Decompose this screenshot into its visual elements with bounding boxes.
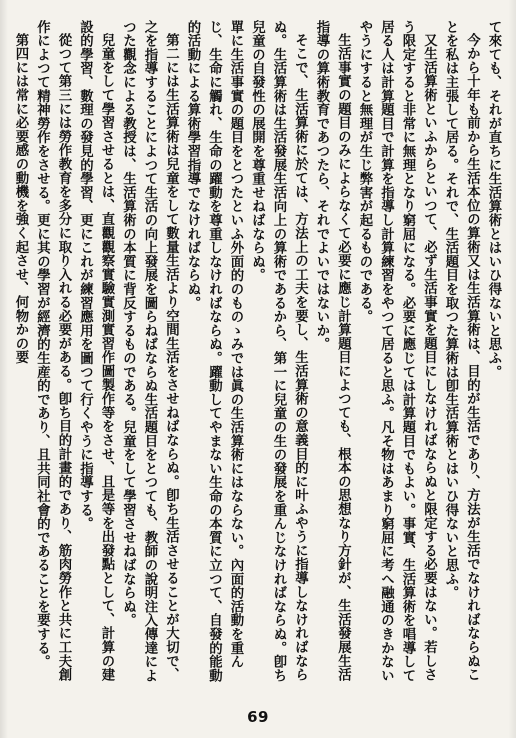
paragraph-9: 從つて第三には勞作教育を多分に取り入れる必要がある。卽ち目的計畫的であり、筋肉勞作と共に工夫創作によつて精神勞作をさせる。更に其の學習が經濟的生産的であり、且共同社會的であることを要する。 [34,20,72,682]
vertical-text-body [10,20,504,695]
paragraph-1: て來ても、それが直ちに生活算術とはいひ得ないと思ふ。 [486,20,502,379]
paragraph-5: そこで、生活算術に於ては、方法上の工夫を要し、生活算術の意義目的に叶ふやうに指導しなければならぬ。生活算術は生活發展生活向上の算術であるから、第一に兒童の生の發展を重んじなければならぬ。卽ち兒童の自發性の展開を尊重せねばならぬ。 [249,20,309,683]
paragraph-3: 又生活算術といふからといつて、必ず生活事實を題目にしなければならぬと限定する必要はない。若しさう限定すると非常に無理となり窮屈になる。必要に應じては計算題目でもよい。事實、生活算術を唱導して居る人は計算題目で計算を指導し計算練習をやつて居ると思ふ。凡そ物はあまり窮屈に考へ融通のきかないやうにすると無理が生じ弊害が起るものである。 [357,20,438,683]
paragraph-10: 第四には常に必要感の動機を強く起させ、何物かの要 [13,33,29,365]
paragraph-2: 今から十年も前から生活本位の算術又は生活算術は、目的が生活であり、方法が生活でなければならぬことを私は主張して居る。それで、生活題目を取つた算術は卽生活算術とはいひ得ないと思ふ。 [443,20,481,682]
page-number: 69 [247,708,269,726]
page-edge-shadow [508,0,516,738]
paragraph-8: 兒童をして學習させるとは、直觀觀察實驗實測實習作圖製作等をさせ、且是等を出發點として、計算の建設的學習、數理の發見的學習、更にこれが練習應用を圖つて行くやうに指導する。 [77,20,115,682]
paragraph-6: 單に生活事實の題目をとつたといふ外面的のものゝみでは眞の生活算術にはならない。內面的活動を重んじ、生命に觸れ、生命の躍動を尊重しなければならぬ。躍動してやまない生命の本質に立つて、自發的能動的活動による算術學習指導でなければならぬ。 [185,20,244,683]
page-gutter-shadow [0,0,8,738]
paragraph-4: 生活事實の題目のみによらなくて必要に應じ計算題目によつても、根本の思想なり方針が、生活發展生活指導の算術教育であつたら、それでよいではないか。 [314,20,352,682]
paragraph-7: 第二には生活算術は兒童をして數量生活より空間生活をさせねばならぬ。卽ち生活させることが大切で、之を指導することによつて生活の向上發展を圖らねばならぬ生活題目をとつても、教師の說明注入傳達によつた觀念による教授は、生活算術の本質に背反するものである。兒童をして學習させねばならぬ。 [120,20,180,683]
